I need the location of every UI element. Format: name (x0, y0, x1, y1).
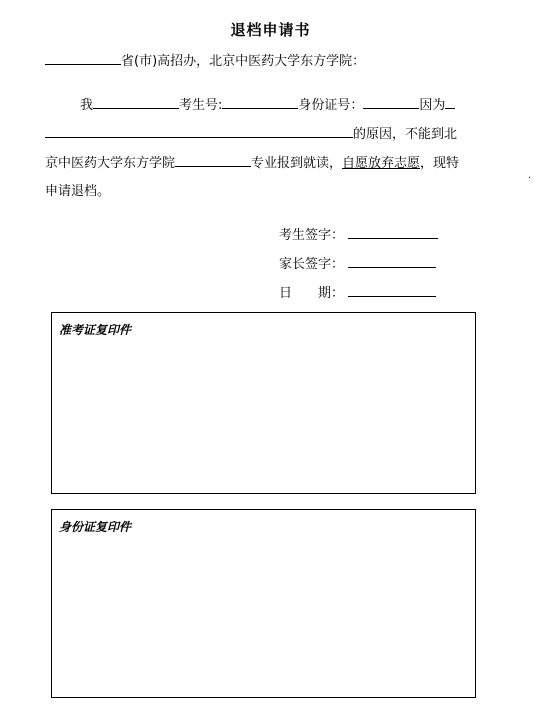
reason-blank[interactable] (45, 125, 353, 138)
reason-text: 的原因，不能到北 (353, 127, 458, 142)
parent-signature-label: 家长签字： (279, 257, 345, 272)
i-label: 我 (80, 98, 94, 113)
date-label: 日 期： (279, 286, 345, 301)
line3-end-text: ，现特 (420, 156, 460, 171)
id-no-label: 身份证号： (298, 98, 364, 113)
name-blank[interactable] (93, 96, 179, 109)
addressee-line (45, 50, 365, 69)
voluntary-text: 自愿放弃志愿 (342, 156, 421, 171)
student-signature-label: 考生签字： (279, 228, 345, 243)
student-signature-row (279, 224, 438, 243)
id-card-copy-label: 身份证复印件 (59, 520, 132, 534)
body-line-4: 申请退档。 (45, 184, 111, 199)
body-line-2 (45, 123, 457, 142)
major-text: 专业报到就读， (251, 156, 343, 171)
id-card-copy-box (51, 509, 476, 698)
because-label: 因为 (419, 98, 446, 113)
parent-signature-row (279, 253, 436, 272)
exam-no-label: 考生号: (179, 98, 223, 113)
exam-no-blank[interactable] (222, 96, 298, 109)
student-signature-blank[interactable] (348, 226, 438, 239)
reason-blank-start[interactable] (445, 96, 455, 109)
date-blank[interactable] (348, 284, 436, 297)
id-no-blank[interactable] (363, 96, 419, 109)
document-title: 退档申请书 (230, 21, 311, 39)
body-line-1 (80, 94, 455, 113)
stray-mark: . (528, 170, 532, 181)
major-blank[interactable] (175, 154, 251, 167)
province-blank[interactable] (45, 52, 121, 65)
body-line-3 (45, 152, 459, 171)
addressee-text: 省(市)高招办，北京中医药大学东方学院： (121, 54, 366, 69)
date-row (279, 282, 436, 301)
school-text: 京中医药大学东方学院 (45, 156, 176, 171)
parent-signature-blank[interactable] (348, 255, 436, 268)
admission-ticket-copy-box (51, 312, 476, 494)
admission-ticket-copy-label: 准考证复印件 (59, 323, 132, 337)
